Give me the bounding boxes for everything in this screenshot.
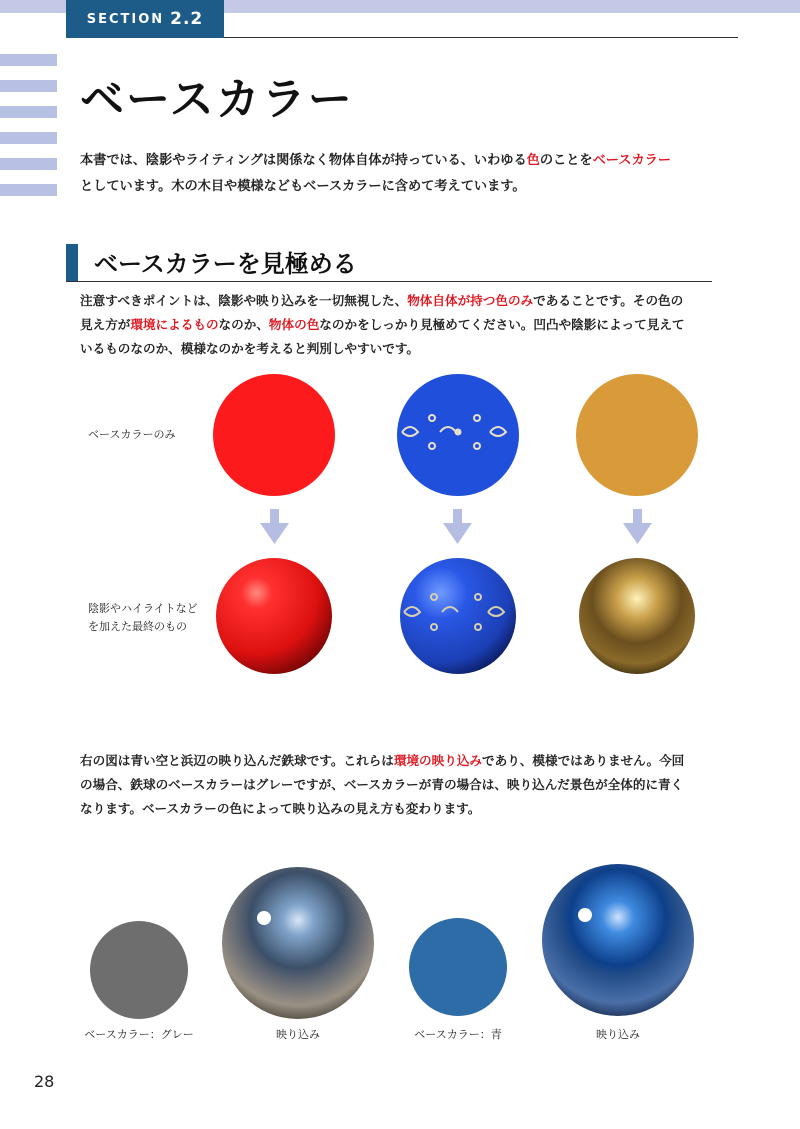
subsection-marker xyxy=(66,244,78,282)
subsection-line-1: 注意すべきポイントは、陰影や映り込みを一切無視した、物体自体が持つ色のみであることです。その色の xyxy=(80,293,684,308)
sun-highlight xyxy=(578,908,592,922)
reflection-line-2: の場合、鉄球のベースカラーはグレーですが、ベースカラーが青の場合は、映り込んだ景色が全体的に青く xyxy=(80,777,684,792)
subsection-line-3: いるものなのか、模様なのかを考えると判別しやすいです。 xyxy=(80,341,420,356)
intro-line-1: 本書では、陰影やライティングは関係なく物体自体が持っている、いわゆる色のことをベースカラー xyxy=(80,153,672,168)
base-color-figure xyxy=(0,360,800,690)
base-red-circle xyxy=(213,374,335,496)
row2-caption-line-2: を加えた最終のもの xyxy=(88,620,187,633)
page-number: 28 xyxy=(34,1072,55,1091)
arrow-down-icon xyxy=(260,509,652,544)
subsection-title: ベースカラーを見極める xyxy=(94,249,357,278)
caption-gray-reflection: 映り込み xyxy=(276,1028,320,1041)
gray-reflection-sphere xyxy=(222,867,374,1019)
header-rule xyxy=(224,37,738,38)
decor-stripe xyxy=(0,106,57,118)
caption-blue-base: ベースカラー：青 xyxy=(414,1028,502,1041)
page-title: ベースカラー xyxy=(80,74,354,125)
shaded-red-sphere xyxy=(216,558,332,674)
blue-reflection-sphere xyxy=(542,864,694,1016)
intro-line-2: としています。木の木目や模様などもベースカラーに含めて考えています。 xyxy=(80,179,526,194)
highlight-color: 色 xyxy=(526,153,540,168)
section-label: SECTION xyxy=(86,11,165,27)
row2-caption-line-1: 陰影やハイライトなど xyxy=(88,602,198,615)
reflection-line-1: 右の図は青い空と浜辺の映り込んだ鉄球です。これらは環境の映り込みであり、模様ではありません。今回 xyxy=(80,753,685,768)
subsection-line-2: 見え方が環境によるものなのか、物体の色なのかをしっかり見極めてください。凹凸や陰影によって見えて xyxy=(80,317,685,332)
base-gold-circle xyxy=(576,374,698,496)
shaded-gold-sphere xyxy=(579,558,695,674)
decor-stripe xyxy=(0,132,57,144)
decor-stripe xyxy=(0,158,57,170)
decor-stripe xyxy=(0,80,57,92)
sun-highlight xyxy=(257,911,271,925)
reflection-figure xyxy=(0,850,800,1020)
section-tab xyxy=(66,0,224,38)
subsection-rule xyxy=(66,281,712,282)
row1-caption: ベースカラーのみ xyxy=(88,428,176,441)
gray-base-circle xyxy=(90,921,188,1019)
reflection-line-3: なります。ベースカラーの色によって映り込みの見え方も変わります。 xyxy=(80,801,481,816)
decor-stripe xyxy=(0,184,57,196)
highlight-base-color: ベースカラー xyxy=(592,153,672,168)
decor-stripe xyxy=(0,54,57,66)
caption-blue-reflection: 映り込み xyxy=(596,1028,640,1041)
section-number: 2.2 xyxy=(170,9,204,29)
blue-base-circle xyxy=(409,918,507,1016)
caption-gray-base: ベースカラー：グレー xyxy=(84,1028,194,1041)
